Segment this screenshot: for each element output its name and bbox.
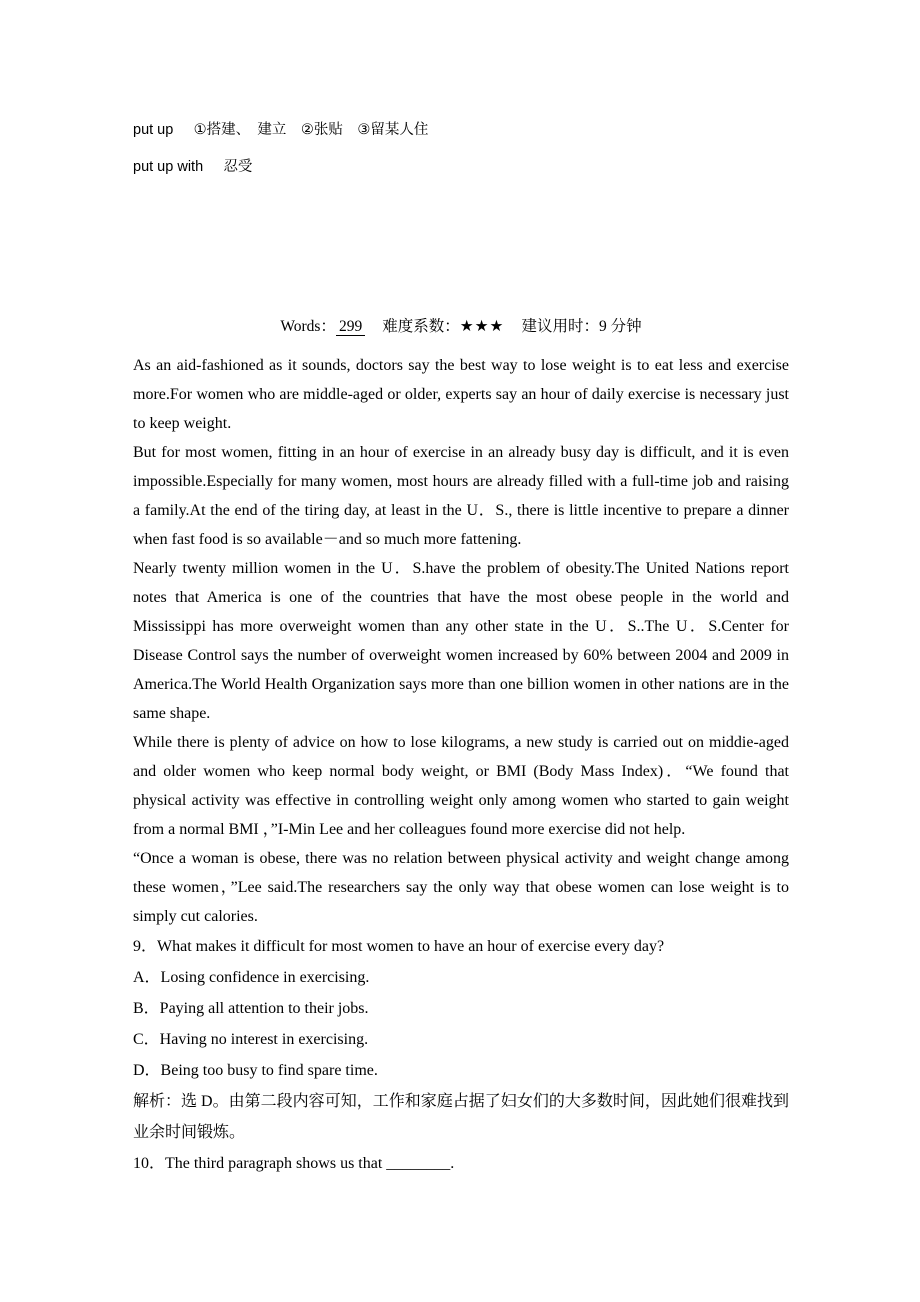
- passage-meta: [133, 316, 789, 338]
- difficulty-stars: ★★★: [459, 318, 505, 335]
- question-9-option-b: B．Paying all attention to their jobs.: [133, 1000, 369, 1017]
- vocab-term: put up with: [133, 159, 204, 175]
- vocab-entry: [133, 157, 789, 178]
- passage-paragraph: As an aid-fashioned as it sounds, doctors say the best way to lose weight is to eat less and exercise more.For women who are middle-aged or older, experts say an hour of daily exercise is necessary just to keep weight.: [133, 357, 789, 432]
- passage-paragraph: Nearly twenty million women in the U．S.have the problem of obesity.The United Nations report notes that America is one of the countries that have the most obese people in the world and Mississippi has more overweight women than any other state in the U．S..The U．S.Center for Disease Control says the number of overweight women increased by 60% between 2004 and 2009 in America.The World Health Organization says more than one billion women in other nations are in the same shape.: [133, 560, 789, 722]
- vocab-definition: 忍受: [223, 159, 253, 175]
- vocab-definition: ①搭建、 建立 ②张贴 ③留某人住: [193, 122, 429, 138]
- question-9-analysis: 解析：选 D。由第二段内容可知，工作和家庭占据了妇女们的大多数时间，因此她们很难找到业余时间锻炼。: [133, 1093, 789, 1141]
- reading-passage: [133, 351, 789, 931]
- vocab-entry: [133, 120, 789, 141]
- vocab-section: [133, 0, 789, 178]
- passage-paragraph: While there is plenty of advice on how to lose kilograms, a new study is carried out on middie-aged and older women who keep normal body weight, or BMI (Body Mass Index)．“We found that physical activity was effective in controlling weight only among women who started to gain weight from a normal BMI ，”I-Min Lee and her colleagues found more exercise did not help.: [133, 734, 789, 838]
- questions-section: [133, 931, 789, 1179]
- vocab-term: put up: [133, 122, 174, 138]
- time-label: 建议用时：: [521, 318, 599, 335]
- question-9-option-d: D．Being too busy to find spare time.: [133, 1062, 378, 1079]
- question-9-option-c: C．Having no interest in exercising.: [133, 1031, 369, 1048]
- words-count: 299: [336, 318, 365, 336]
- words-label: Words：: [280, 318, 336, 335]
- passage-paragraph: “Once a woman is obese, there was no relation between physical activity and weight change among these women，”Lee said.The researchers say the only way that obese women can lose weight is to simply cut calories.: [133, 850, 789, 925]
- difficulty-label: 难度系数：: [382, 318, 460, 335]
- question-9-option-a: A．Losing confidence in exercising.: [133, 969, 370, 986]
- passage-paragraph: But for most women, fitting in an hour of exercise in an already busy day is difficult, and it is even impossible.Especially for many women, most hours are already filled with a full-time job and raising a family.At the end of the tiring day, at least in the U．S., there is little incentive to prepare a dinner when fast food is so available－and so much more fattening.: [133, 444, 789, 548]
- time-value: 9 分钟: [599, 318, 642, 335]
- question-10: 10．The third paragraph shows us that ________.: [133, 1155, 455, 1172]
- question-9: 9．What makes it difficult for most women to have an hour of exercise every day?: [133, 938, 665, 955]
